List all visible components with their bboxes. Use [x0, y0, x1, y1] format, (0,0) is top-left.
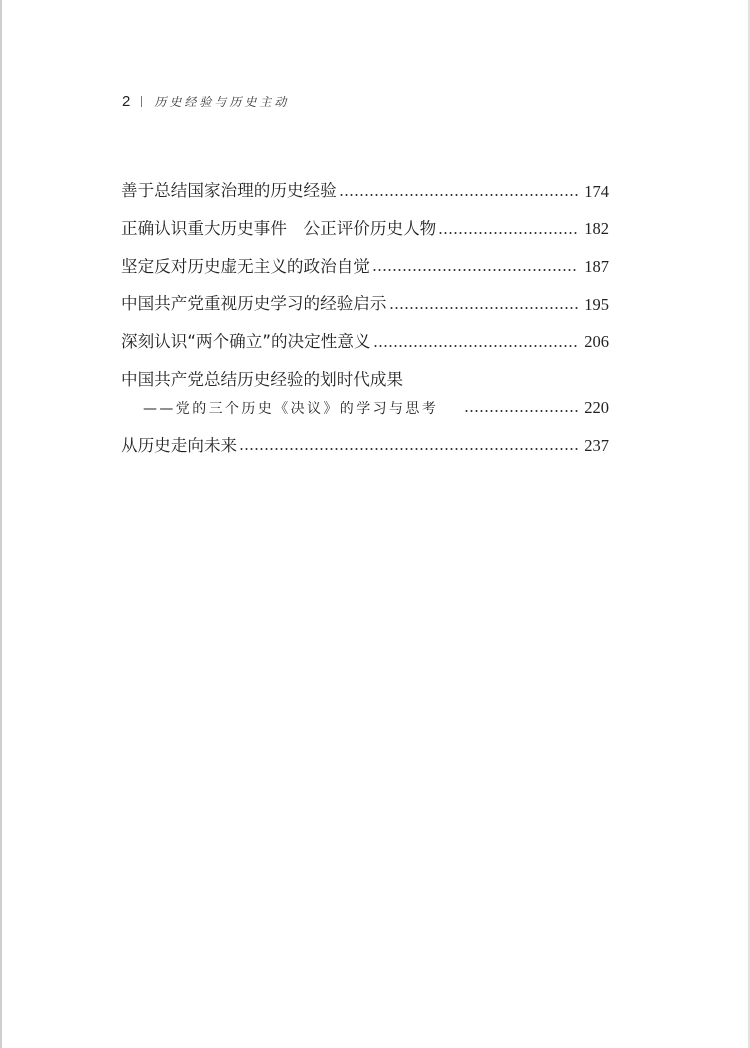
toc-entry[interactable]: [121, 249, 609, 275]
toc-entry-page: 206: [584, 332, 609, 352]
toc-entry-page: 220: [584, 397, 609, 417]
toc-entry[interactable]: [121, 212, 609, 238]
toc-entry-page: 195: [584, 294, 609, 314]
toc-entry[interactable]: [121, 428, 609, 454]
toc-entry-subtitle: ——党的三个历史《决议》的学习与思考: [143, 401, 439, 418]
toc-entry-title: 深刻认识“两个确立”的决定性意义: [121, 332, 371, 352]
toc-entry-title: 善于总结国家治理的历史经验: [121, 181, 337, 201]
toc-entry[interactable]: [121, 287, 609, 313]
toc-entry-with-subtitle[interactable]: [121, 362, 609, 416]
page-number: 2: [122, 92, 131, 110]
book-title: 历史经验与历史主动: [154, 94, 290, 109]
toc-entry-title: 正确认识重大历史事件 公正评价历史人物: [121, 219, 437, 239]
toc-entry[interactable]: [121, 325, 609, 351]
toc-entry[interactable]: [121, 174, 609, 200]
dot-leader: [372, 269, 578, 271]
dot-leader: [464, 410, 578, 412]
dot-leader: [339, 194, 579, 196]
toc-entry-page: 174: [584, 181, 609, 201]
table-of-contents: [121, 174, 609, 466]
dot-leader: [389, 307, 579, 309]
dot-leader: [373, 345, 579, 347]
toc-entry-title: 坚定反对历史虚无主义的政治自觉: [121, 256, 370, 276]
toc-entry-title: 中国共产党总结历史经验的划时代成果: [121, 369, 404, 389]
toc-entry-title: 中国共产党重视历史学习的经验启示: [121, 294, 387, 314]
header-separator: [141, 96, 142, 107]
dot-leader: [239, 448, 578, 450]
page-edge-left: [0, 0, 2, 1048]
toc-entry-title: 从历史走向未来: [121, 435, 238, 455]
toc-entry-page: 187: [584, 256, 609, 276]
toc-entry-page: 182: [584, 219, 609, 239]
dot-leader: [438, 232, 578, 234]
toc-entry-page: 237: [584, 435, 609, 455]
running-head: [122, 91, 289, 111]
